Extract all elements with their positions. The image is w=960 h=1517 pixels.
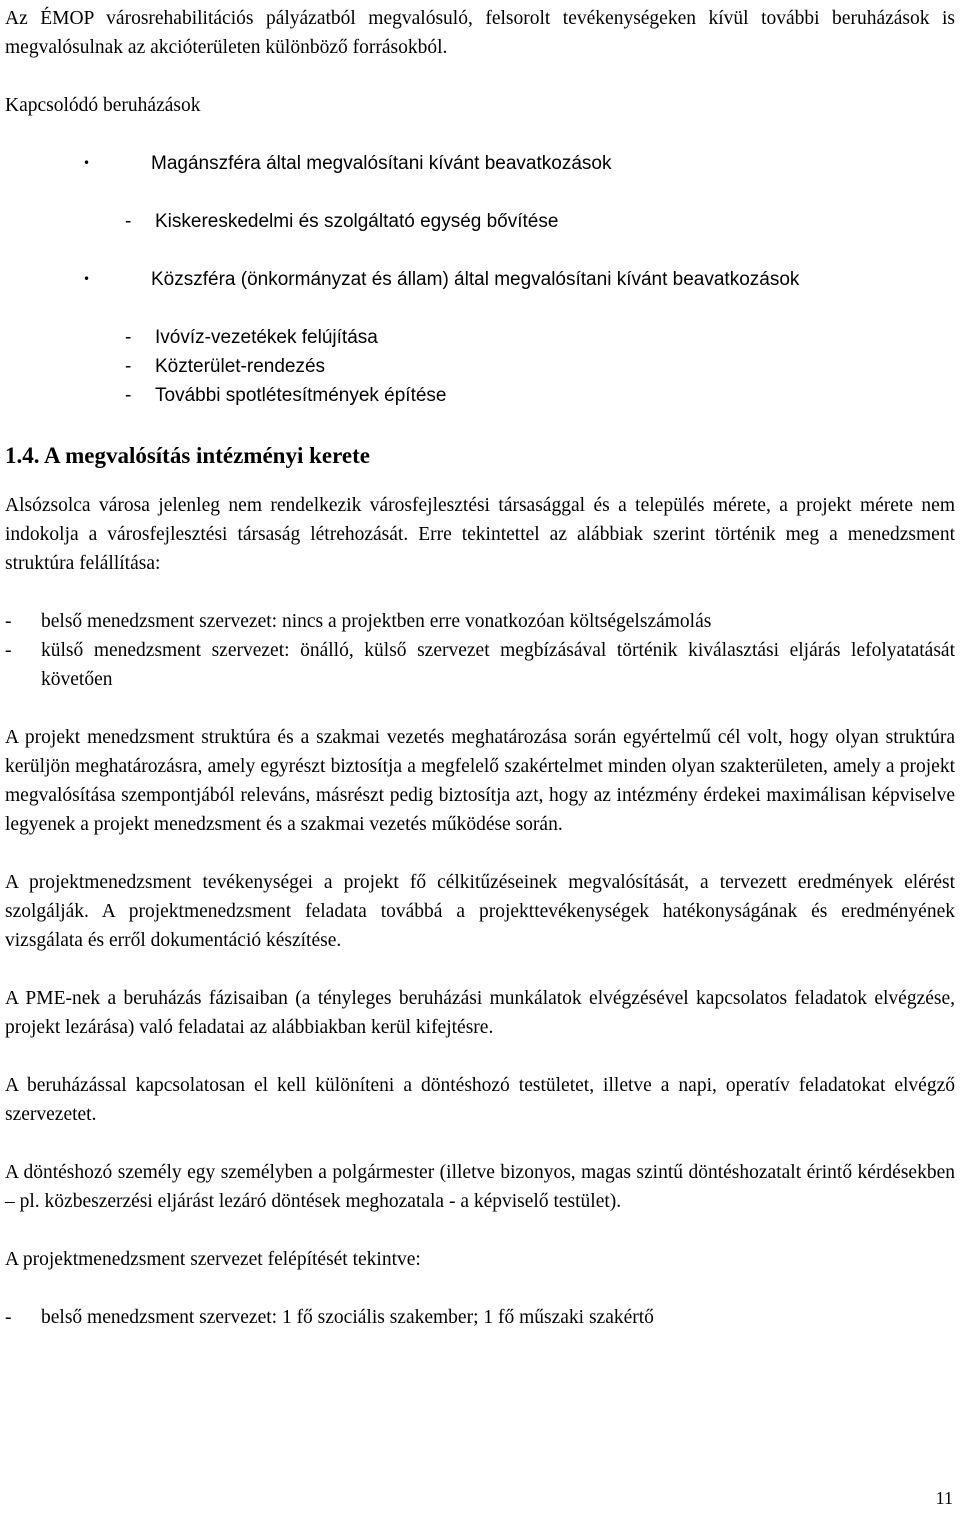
management-item xyxy=(5,607,955,636)
intro-paragraph: Az ÉMOP városrehabilitációs pályázatból megvalósuló, felsorolt tevékenységeken kívül további beruházások is megvalósulnak az akcióterületen különböző forrásokból. xyxy=(5,8,955,58)
document-page xyxy=(5,4,955,1332)
management-item-text: külső menedzsment szervezet: önálló, külső szervezet megbízásával történik kiválasztási eljárás lefolyatatását követően xyxy=(41,640,955,690)
dash-marker: - xyxy=(5,640,12,661)
public-sector-item-text: Közterület-rendezés xyxy=(155,356,326,377)
dash-marker: - xyxy=(5,611,12,632)
related-investments-title: Kapcsolódó beruházások xyxy=(5,95,201,116)
public-sector-item-text: Ivóvíz-vezetékek felújítása xyxy=(155,327,378,348)
public-sector-label: Közszféra (önkormányzat és állam) által megvalósítani kívánt beavatkozások xyxy=(151,269,800,290)
bullet-icon: • xyxy=(83,272,91,286)
private-sector-bullet xyxy=(5,149,955,178)
section-paragraph-7: A projektmenedzsment szervezet felépítését tekintve: xyxy=(5,1249,421,1270)
private-sector-item xyxy=(5,207,955,236)
section-paragraph-2: A projekt menedzsment struktúra és a szakmai vezetés meghatározása során egyértelmű cél volt, hogy olyan struktúra kerüljön meghatározásra, amely egyrészt biztosítja a megfelelő szakértelmet minden olyan szakterületen, amely a projekt megvalósítása szempontjából releváns, másrészt pedig biztosítja azt, hogy az intézmény érdekei maximálisan képviselve legyenek a projekt menedzsment és a szakmai vezetés működése során. xyxy=(5,727,955,835)
page-number: 11 xyxy=(935,1488,953,1508)
dash-marker: - xyxy=(125,211,132,232)
dash-marker: - xyxy=(125,327,132,348)
public-sector-item xyxy=(5,352,955,381)
bullet-icon: • xyxy=(83,156,91,170)
section-paragraph-3: A projektmenedzsment tevékenységei a projekt fő célkitűzéseinek megvalósítását, a tervezett eredmények elérést szolgálják. A projektmenedzsment feladata továbbá a projekttevékenységek hatékonyságának és eredményének vizsgálata és erről dokumentáció készítése. xyxy=(5,872,955,951)
public-sector-item xyxy=(5,381,955,410)
public-sector-bullet xyxy=(5,265,955,294)
dash-marker: - xyxy=(125,385,132,406)
section-paragraph-4: A PME-nek a beruházás fázisaiban (a tényleges beruházási munkálatok elvégzésével kapcsolatos feladatok elvégzése, projekt lezárása) való feladatai az alábbiakban kerül kifejtésre. xyxy=(5,988,955,1038)
private-sector-item-text: Kiskereskedelmi és szolgáltató egység bővítése xyxy=(155,211,559,232)
management-item xyxy=(5,636,955,694)
section-paragraph-5: A beruházással kapcsolatosan el kell különíteni a döntéshozó testületet, illetve a napi, operatív feladatokat elvégző szervezetet. xyxy=(5,1075,955,1125)
structure-item-text: belső menedzsment szervezet: 1 fő szociális szakember; 1 fő műszaki szakértő xyxy=(41,1307,654,1328)
section-heading: 1.4. A megvalósítás intézményi kerete xyxy=(5,443,370,468)
dash-marker: - xyxy=(5,1307,12,1328)
public-sector-item xyxy=(5,323,955,352)
section-paragraph-6: A döntéshozó személy egy személyben a polgármester (illetve bizonyos, magas szintű döntéshozatalt érintő kérdésekben – pl. közbeszerzési eljárást lezáró döntések meghozatala - a képviselő testület). xyxy=(5,1162,955,1212)
section-paragraph-1: Alsózsolca városa jelenleg nem rendelkezik városfejlesztési társasággal és a település mérete, a projekt mérete nem indokolja a városfejlesztési társaság létrehozását. Erre tekintettel az alábbiak szerint történik meg a menedzsment struktúra felállítása: xyxy=(5,495,955,574)
private-sector-label: Magánszféra által megvalósítani kívánt beavatkozások xyxy=(151,153,612,174)
public-sector-item-text: További spotlétesítmények építése xyxy=(155,385,447,406)
structure-item xyxy=(5,1303,955,1332)
management-item-text: belső menedzsment szervezet: nincs a projektben erre vonatkozóan költségelszámolás xyxy=(41,611,712,632)
dash-marker: - xyxy=(125,356,132,377)
